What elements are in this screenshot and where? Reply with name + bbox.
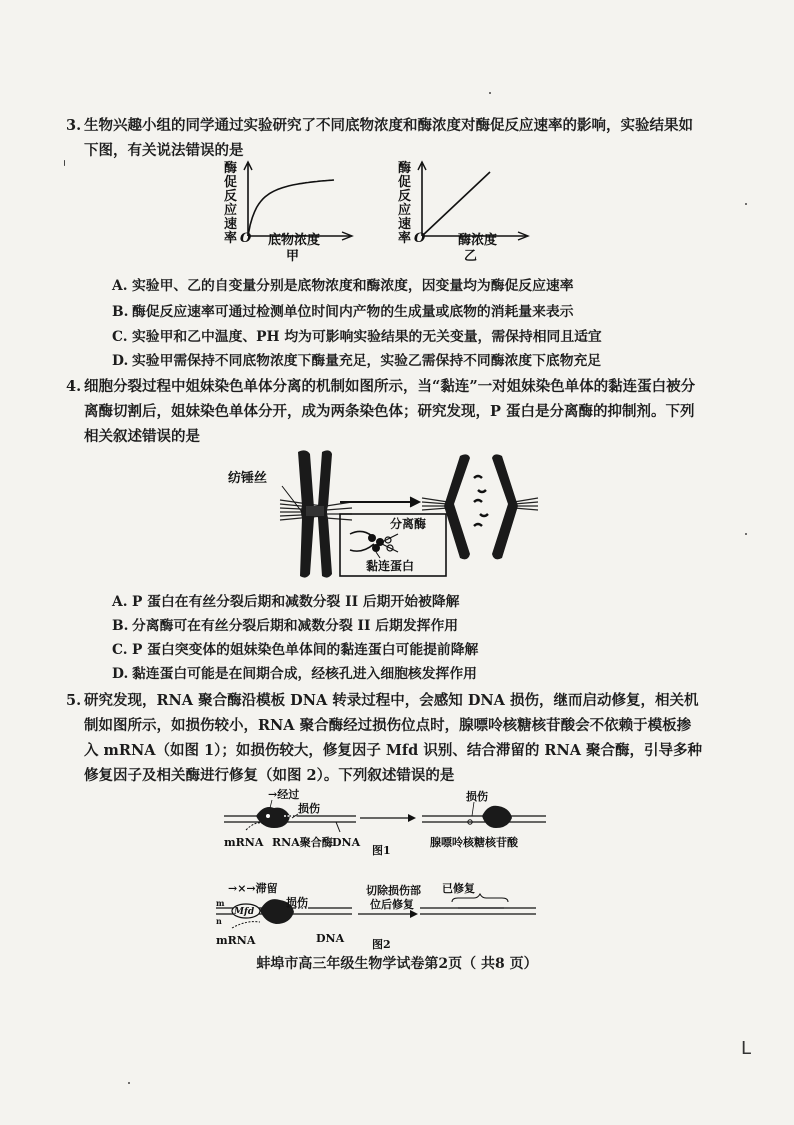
rna-polymerase	[256, 807, 290, 828]
scan-speck	[745, 533, 747, 535]
question-5	[66, 688, 704, 788]
mrna-strand	[232, 922, 260, 928]
y-label-char: 速	[398, 217, 412, 232]
question-4	[66, 374, 704, 449]
y-label-char: 促	[398, 175, 412, 190]
strand-letter: n	[216, 916, 222, 926]
y-label-char: 率	[398, 231, 412, 246]
corner-mark: L	[741, 1038, 752, 1059]
q3-option-b[interactable]: B. 酶促反应速率可通过检测单位时间内产物的生成量或底物的消耗量来表示	[112, 304, 574, 320]
question-number: 5.	[66, 692, 82, 709]
origin-label: O	[414, 231, 426, 246]
separated-chromatids	[444, 454, 518, 559]
damage-label: 损伤	[286, 896, 308, 909]
adenine-label: 腺嘌呤核糖核苷酸	[430, 836, 518, 849]
scan-speck	[489, 92, 491, 94]
question-3	[66, 113, 704, 163]
chart-yi	[398, 160, 528, 264]
fig1-left-dna	[224, 807, 356, 832]
scan-speck	[128, 1082, 130, 1084]
separase-label: 分离酶	[390, 517, 427, 531]
figure-name: 图1	[372, 844, 391, 857]
x-axis-label: 底物浓度	[268, 233, 321, 248]
q5-figure-2	[212, 880, 552, 952]
q3-option-d[interactable]: D. 实验甲需保持不同底物浓度下酶量充足，实验乙需保持不同酶浓度下底物充足	[112, 353, 602, 369]
y-label-char: 反	[398, 189, 412, 204]
linear-line	[422, 172, 490, 236]
question-number: 3.	[66, 117, 82, 134]
mfd-label: Mfd	[234, 907, 255, 917]
fig2-right-dna	[420, 894, 536, 914]
rnap-label: RNA聚合酶	[272, 836, 333, 849]
question-stem: 研究发现，RNA 聚合酶沿模板 DNA 转录过程中，会感知 DNA 损伤，继而启动修复，相关机制如图所示，如损伤较小，RNA 聚合酶经过损伤位点时，腺嘌呤核糖核苷酸会不依赖于模板掺入 mRNA（如图 1）；如损伤较大，修复因子 Mfd 识别、结合滞留的 RNA 聚合酶，引导多种修复因子及相关酶进行修复（如图 2）。下列叙述错误的是	[84, 692, 703, 784]
spindle-label: 纺锤丝	[228, 471, 268, 486]
y-label-char: 应	[398, 203, 412, 218]
dna-label: DNA	[316, 932, 345, 945]
origin-label: O	[240, 231, 252, 246]
question-stem: 细胞分裂过程中姐妹染色单体分离的机制如图所示，当“黏连”一对姐妹染色单体的黏连蛋白被分离酶切割后，姐妹染色单体分开，成为两条染色体；研究发现，P 蛋白是分离酶的抑制剂。下列相关叙述错误的是	[84, 378, 696, 445]
scan-speck	[745, 203, 747, 205]
chart-name: 乙	[464, 249, 478, 264]
x-axis-label: 酶浓度	[458, 233, 498, 248]
excise-label-2: 位后修复	[370, 898, 414, 911]
rna-polymerase	[482, 806, 512, 828]
mrna-label: mRNA	[224, 836, 264, 849]
scan-speck	[64, 160, 65, 166]
repaired-brace	[452, 894, 508, 902]
figure-name: 图2	[372, 938, 391, 951]
question-number: 4.	[66, 378, 82, 395]
damage-label: 损伤	[298, 802, 320, 815]
mrna-label: mRNA	[216, 934, 256, 947]
excise-label-1: 切除损伤部	[366, 884, 421, 897]
page-footer: 蚌埠市高三年级生物学试卷第2页（ 共8 页）	[256, 956, 538, 972]
fig1-right-dna	[422, 806, 546, 828]
cohesin-label: 黏连蛋白	[366, 559, 415, 573]
y-label-char: 促	[224, 175, 238, 190]
q4-option-c[interactable]: C. P 蛋白突变体的姐妹染色单体间的黏连蛋白可能提前降解	[112, 642, 479, 658]
saturation-curve	[248, 180, 334, 236]
q3-option-a[interactable]: A. 实验甲、乙的自变量分别是底物浓度和酶浓度，因变量均为酶促反应速率	[112, 278, 574, 294]
q3-figure	[218, 160, 548, 266]
q4-option-d[interactable]: D. 黏连蛋白可能是在间期合成，经核孔进入细胞核发挥作用	[112, 666, 477, 682]
y-label-char: 反	[224, 189, 238, 204]
damage-label-2: 损伤	[466, 790, 488, 803]
y-label-char: 应	[224, 203, 238, 218]
stall-label: →×→滞留	[228, 882, 278, 895]
process-arrowhead	[410, 497, 420, 507]
q4-figure	[222, 448, 542, 580]
dna-label: DNA	[332, 836, 361, 849]
q4-option-b[interactable]: B. 分离酶可在有丝分裂后期和减数分裂 II 后期发挥作用	[112, 618, 459, 634]
q3-option-c[interactable]: C. 实验甲和乙中温度、PH 均为可影响实验结果的无关变量，需保持相同且适宜	[112, 329, 602, 345]
strand-letter: m	[216, 898, 225, 908]
y-label-char: 率	[224, 231, 238, 246]
y-label-char: 速	[224, 217, 238, 232]
y-label-char: 酶	[224, 161, 238, 176]
mrna-strand	[246, 823, 264, 830]
repaired-label: 已修复	[442, 882, 475, 895]
q5-figure-1	[216, 786, 556, 858]
pass-label: →经过	[268, 788, 300, 801]
q4-option-a[interactable]: A. P 蛋白在有丝分裂后期和减数分裂 II 后期开始被降解	[112, 594, 460, 610]
chart-name: 甲	[286, 249, 300, 264]
y-label-char: 酶	[398, 161, 412, 176]
cohesin-pointer	[376, 552, 380, 558]
inset-cohesin-cut	[350, 531, 398, 552]
spindle-fibers-right	[326, 502, 352, 520]
chart-jia	[224, 160, 352, 264]
question-stem: 生物兴趣小组的同学通过实验研究了不同底物浓度和酶浓度对酶促反应速率的影响，实验结果如下图，有关说法错误的是	[84, 117, 693, 159]
